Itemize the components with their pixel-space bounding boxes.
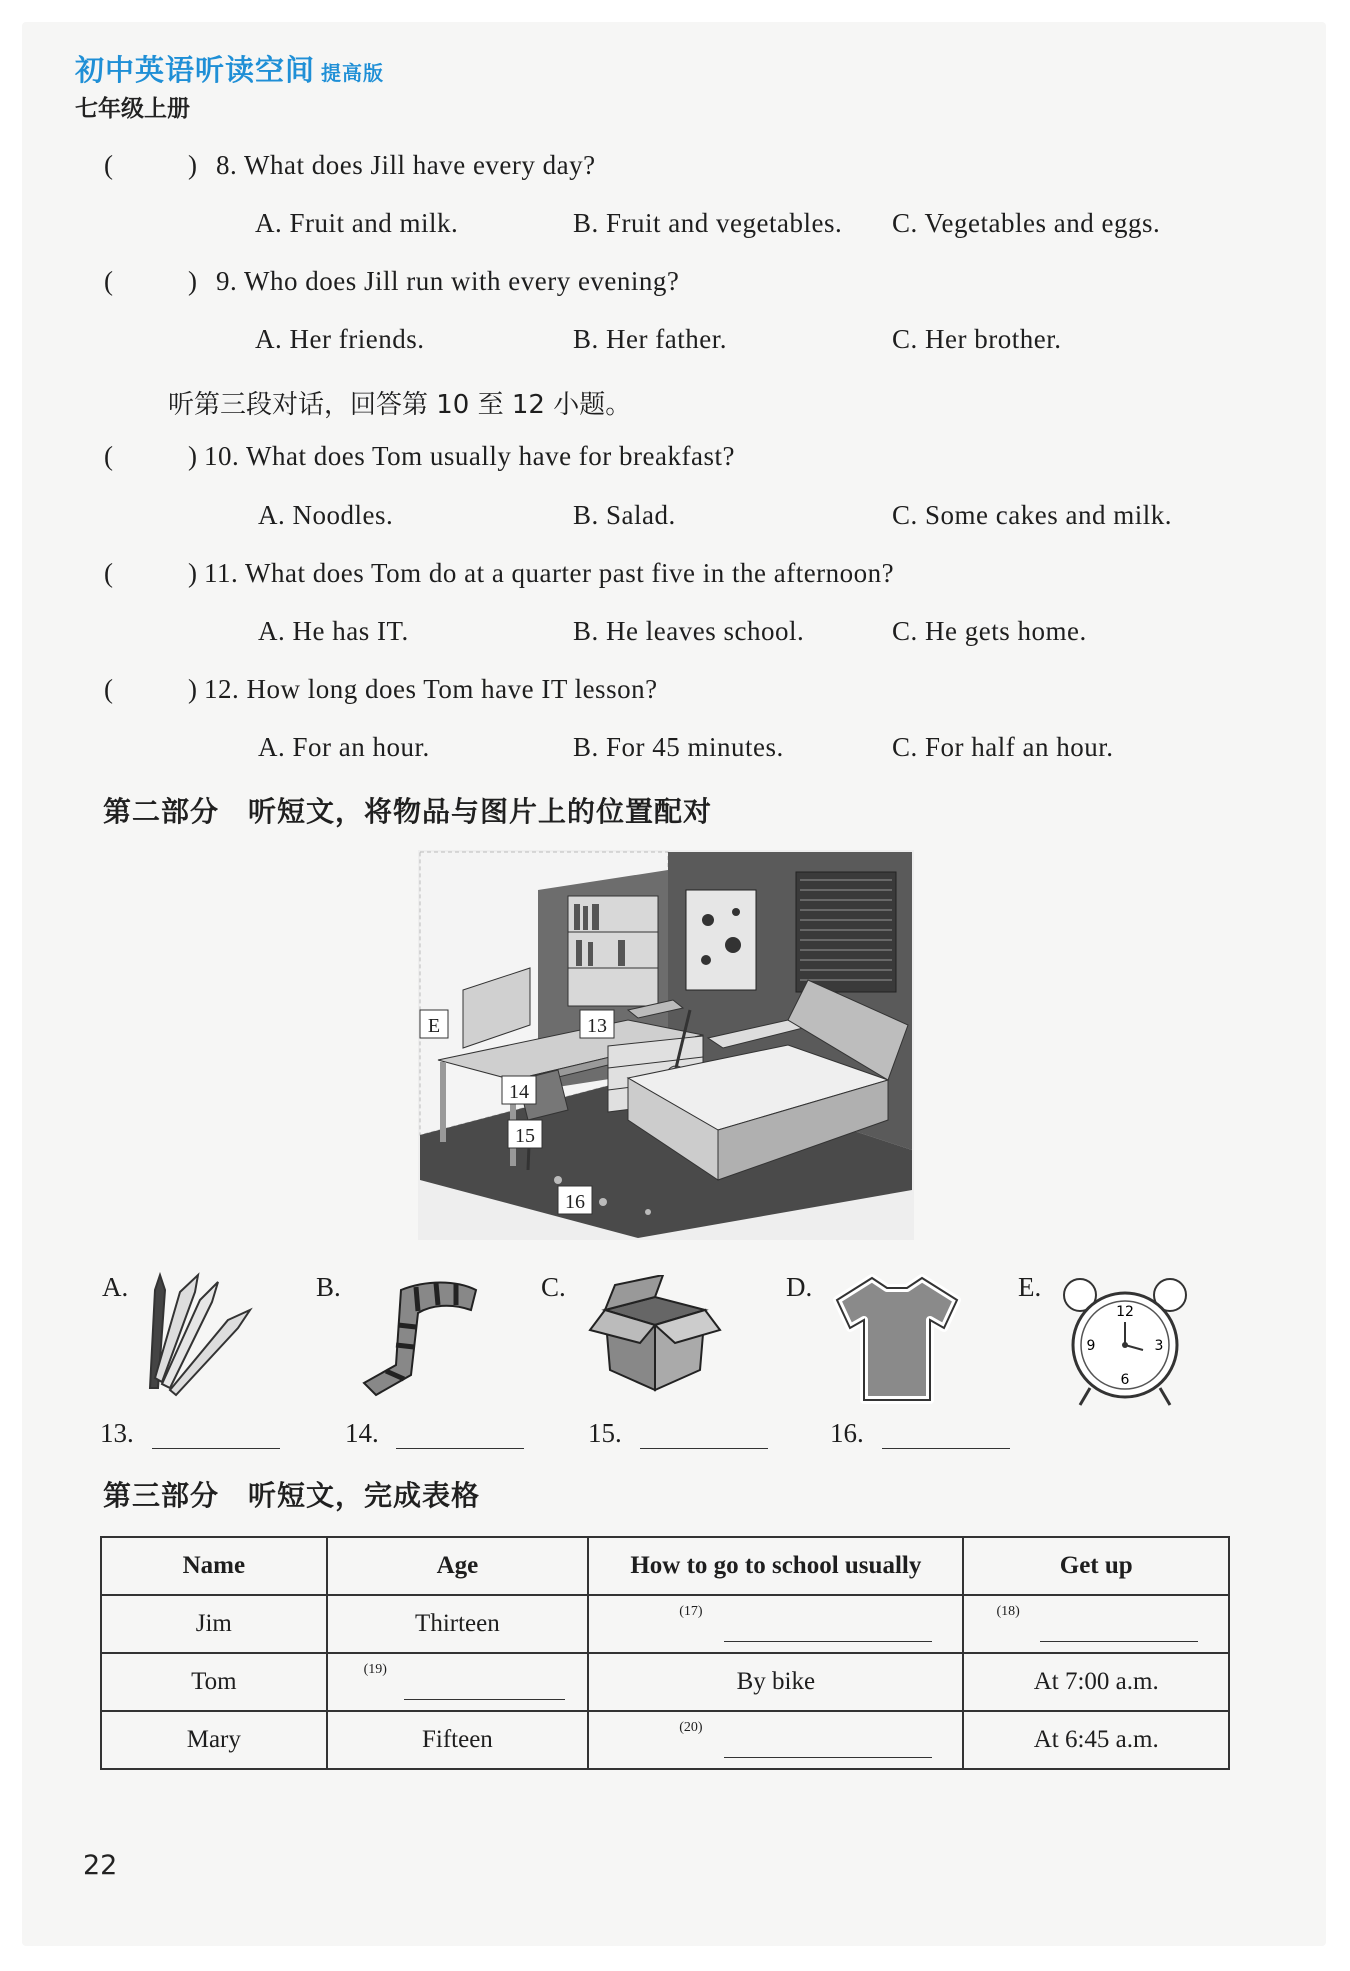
edition-badge: 提高版 [321,61,385,85]
q12-option-b: B. For 45 minutes. [573,732,784,762]
header-age: Age [327,1537,589,1595]
answer-bracket-close: ) [188,266,197,296]
blank-20-tag: (20) [679,1720,703,1735]
book-title [75,48,384,89]
table-row [101,1711,1229,1769]
blank-15-number: 15. [588,1418,622,1448]
item-a-label: A. [102,1272,129,1302]
cell-getup: At 7:00 a.m. [963,1653,1229,1711]
pencils-icon [140,1270,260,1400]
answer-bracket-open: ( [104,150,113,180]
room-label-16: 16 [565,1191,585,1213]
cell-age: Thirteen [327,1595,589,1653]
item-c-label: C. [541,1272,566,1302]
cell-name: Tom [101,1653,327,1711]
table-header-row [101,1537,1229,1595]
tshirt-icon [832,1270,962,1410]
header-how: How to go to school usually [588,1537,963,1595]
q9-option-b: B. Her father. [573,324,727,354]
section-2-title: 第二部分 听短文，将物品与图片上的位置配对 [103,795,713,828]
room-label-13: 13 [587,1015,607,1037]
q12-option-a: A. For an hour. [258,732,430,762]
answer-bracket-open: ( [104,441,113,471]
clock-number-12: 12 [1116,1304,1134,1320]
q10-option-b: B. Salad. [573,500,676,530]
blank-17-tag: (17) [679,1604,703,1619]
box-icon [585,1275,725,1405]
question-12-text: 12. How long does Tom have IT lesson? [204,674,658,704]
answer-bracket-open: ( [104,266,113,296]
answer-bracket-open: ( [104,558,113,588]
table-row [101,1653,1229,1711]
blank-18-tag: (18) [996,1604,1020,1619]
clock-number-6: 6 [1120,1372,1130,1388]
info-table [100,1536,1230,1770]
question-10-text: 10. What does Tom usually have for breakfast? [204,441,735,471]
q8-option-a: A. Fruit and milk. [255,208,459,238]
q9-option-a: A. Her friends. [255,324,425,354]
clock-number-9: 9 [1086,1338,1096,1354]
q8-option-b: B. Fruit and vegetables. [573,208,843,238]
bedroom-illustration [418,850,914,1240]
cell-how-blank[interactable] [588,1595,963,1653]
scarf-icon [356,1275,486,1405]
cell-how-blank[interactable] [588,1711,963,1769]
cell-name: Jim [101,1595,327,1653]
answer-bracket-close: ) [188,558,197,588]
cell-how: By bike [588,1653,963,1711]
q10-option-c: C. Some cakes and milk. [892,500,1172,530]
q12-option-c: C. For half an hour. [892,732,1114,762]
question-9-text: 9. Who does Jill run with every evening? [216,266,680,296]
cell-age-blank[interactable] [327,1653,589,1711]
item-b-label: B. [316,1272,341,1302]
q9-option-c: C. Her brother. [892,324,1062,354]
header-name: Name [101,1537,327,1595]
header-getup: Get up [963,1537,1229,1595]
blank-14-line[interactable] [396,1448,524,1449]
page-number: 22 [83,1850,118,1881]
blank-15-line[interactable] [640,1448,768,1449]
blank-18-line[interactable] [1040,1641,1198,1642]
alarm-clock-icon [1055,1270,1195,1410]
answer-bracket-close: ) [188,674,197,704]
blank-16-number: 16. [830,1418,864,1448]
blank-13-line[interactable] [152,1448,280,1449]
cell-getup-blank[interactable] [963,1595,1229,1653]
room-label-15: 15 [515,1125,535,1147]
blank-20-line[interactable] [724,1757,932,1758]
grade-subtitle: 七年级上册 [75,96,190,122]
item-d-label: D. [786,1272,813,1302]
blank-16-line[interactable] [882,1448,1010,1449]
room-label-e: E [427,1015,441,1037]
blank-19-tag: (19) [363,1662,387,1677]
blank-19-line[interactable] [404,1699,566,1700]
blank-17-line[interactable] [724,1641,932,1642]
table-row [101,1595,1229,1653]
answer-bracket-close: ) [188,441,197,471]
item-e-label: E. [1018,1272,1042,1302]
dialog3-instruction: 听第三段对话，回答第 10 至 12 小题。 [168,390,632,420]
room-label-14: 14 [509,1081,529,1103]
q8-option-c: C. Vegetables and eggs. [892,208,1161,238]
q11-option-b: B. He leaves school. [573,616,805,646]
q11-option-a: A. He has IT. [258,616,409,646]
blank-14-number: 14. [345,1418,379,1448]
clock-number-3: 3 [1154,1338,1164,1354]
question-8-text: 8. What does Jill have every day? [216,150,596,180]
q11-option-c: C. He gets home. [892,616,1087,646]
book-title-text: 初中英语听读空间 [75,53,316,87]
cell-name: Mary [101,1711,327,1769]
section-3-title: 第三部分 听短文，完成表格 [103,1479,481,1512]
answer-bracket-close: ) [188,150,197,180]
answer-bracket-open: ( [104,674,113,704]
question-11-text: 11. What does Tom do at a quarter past five in the afternoon? [204,558,895,588]
cell-getup: At 6:45 a.m. [963,1711,1229,1769]
blank-13-number: 13. [100,1418,134,1448]
cell-age: Fifteen [327,1711,589,1769]
q10-option-a: A. Noodles. [258,500,394,530]
